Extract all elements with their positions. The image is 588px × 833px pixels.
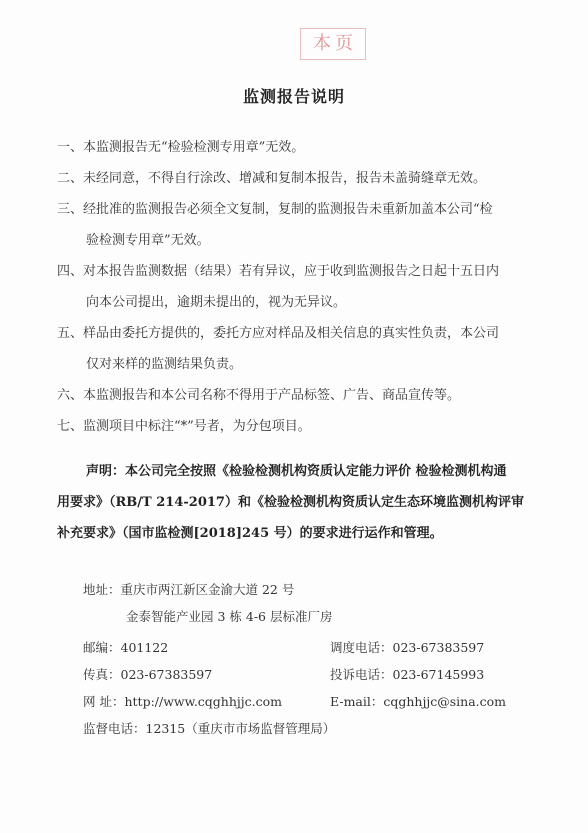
statement-block bbox=[57, 456, 527, 549]
statement-line-3: 补充要求》（国市监检测[2018]245 号）的要求进行运作和管理。 bbox=[57, 526, 443, 541]
email-link[interactable]: E-mail：cqghhjjc@sina.com bbox=[330, 694, 507, 709]
note-item-3: 三、经批准的监测报告必须全文复制，复制的监测报告未重新加盖本公司“检 bbox=[57, 202, 493, 217]
stamp-char-2: 页 bbox=[335, 33, 353, 54]
note-item-4: 四、对本报告监测数据（结果）若有异议，应于收到监测报告之日起十五日内 bbox=[57, 264, 500, 279]
note-item-4-cont: 向本公司提出，逾期未提出的，视为无异议。 bbox=[86, 295, 347, 310]
note-item-1: 一、本监测报告无“检验检测专用章”无效。 bbox=[57, 140, 305, 155]
note-item-7: 七、监测项目中标注“*”号者，为分包项目。 bbox=[57, 419, 311, 434]
statement-line-2: 用要求》（RB/T 214-2017）和《检验检测机构资质认定生态环境监测机构评审 bbox=[57, 495, 524, 510]
fax: 传真：023-67383597 bbox=[83, 667, 213, 682]
statement-line-1: 声明：本公司完全按照《检验检测机构资质认定能力评价 检验检测机构通 bbox=[86, 464, 507, 479]
complaint-phone: 投诉电话：023-67145993 bbox=[330, 667, 485, 682]
address-line-2: 金泰智能产业园 3 栋 4-6 层标准厂房 bbox=[126, 609, 333, 624]
note-item-3-cont: 验检测专用章”无效。 bbox=[86, 233, 210, 248]
note-item-6: 六、本监测报告和本公司名称不得用于产品标签、广告、商品宣传等。 bbox=[57, 388, 461, 403]
note-item-2: 二、未经同意，不得自行涂改、增减和复制本报告，报告未盖骑缝章无效。 bbox=[57, 171, 487, 186]
page-title: 监测报告说明 bbox=[242, 87, 345, 106]
address-line-1: 地址：重庆市两江新区金渝大道 22 号 bbox=[83, 582, 295, 597]
postcode: 邮编：401122 bbox=[83, 640, 169, 655]
page-seal-stamp bbox=[300, 28, 366, 60]
note-item-5: 五、样品由委托方提供的，委托方应对样品及相关信息的真实性负责，本公司 bbox=[57, 326, 500, 341]
note-item-5-cont: 仅对来样的监测结果负责。 bbox=[86, 357, 243, 372]
dispatch-phone: 调度电话：023-67383597 bbox=[330, 640, 485, 655]
website-link[interactable]: 网 址：http://www.cqghhjjc.com bbox=[83, 694, 283, 709]
stamp-char-1: 本 bbox=[313, 33, 331, 54]
supervision-phone: 监督电话：12315（重庆市市场监督管理局） bbox=[83, 721, 336, 736]
notes-list bbox=[57, 132, 527, 442]
